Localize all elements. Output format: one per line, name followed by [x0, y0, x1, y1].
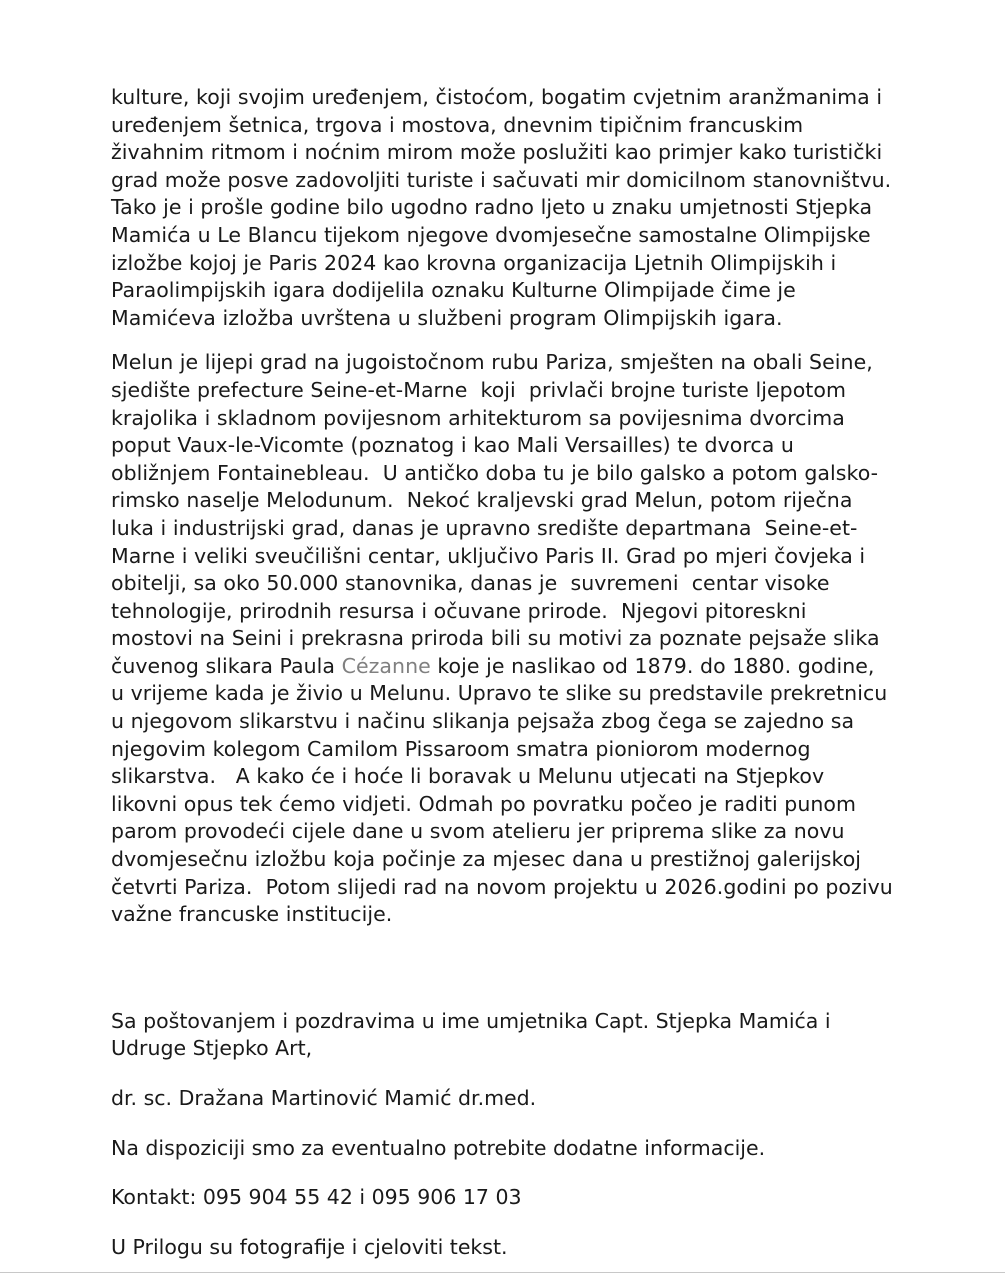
- page-boundary-line: [0, 1272, 1005, 1273]
- closing-availability: Na dispoziciji smo za eventualno potrebite dodatne informacije.: [111, 1135, 766, 1160]
- paragraph-melun-part-2: koje je naslikao od 1879. do 1880. godine, u vrijeme kada je živio u Melunu. Upravo te slike su predstavile prekretnicu u njegovom slikarstvu i načinu slikanja pejsaža zbog čega se zajedno sa njegovim kolegom Camilom Pissaroom smatra pioniorom modernog slikarstva. A kako će i hoće li boravak u Melunu utjecati na Stjepkov likovni opus tek ćemo vidjeti. Odmah po povratku počeo je raditi punom parom provodeći cijele dane u svom atelieru jer priprema slike za novu dvomjesečnu izložbu koja počinje za mjesec dana u prestižnoj galerijskoj četvrti Pariza. Potom slijedi rad na novom projektu u 2026.godini po pozivu važne francuske institucije.: [111, 653, 900, 927]
- closing-attachment: U Prilogu su fotografije i cjeloviti tekst.: [111, 1234, 508, 1259]
- paragraph-culture-olympiad: kulture, koji svojim uređenjem, čistoćom, bogatim cvjetnim aranžmanima i uređenjem šetnica, trgova i mostova, dnevnim tipičnim francuskim živahnim ritmom i noćnim mirom može poslužiti kao primjer kako turistički grad može posve zadovoljiti turiste i sačuvati mir domicilnom stanovništvu. Tako je i prošle godine bilo ugodno radno ljeto u znaku umjetnosti Stjepka Mamića u Le Blancu tijekom njegove dvomjesečne samostalne Olimpijske izložbe kojoj je Paris 2024 kao krovna organizacija Ljetnih Olimpijskih i Paraolimpijskih igara dodijelila oznaku Kulturne Olimpijade čime je Mamićeva izložba uvrštena u službeni program Olimpijskih igara.: [111, 85, 898, 330]
- artist-name-cezanne: Cézanne: [341, 653, 431, 678]
- closing-signature-intro: Sa poštovanjem i pozdravima u ime umjetnika Capt. Stjepka Mamića i Udruge Stjepko Art,: [111, 1008, 838, 1061]
- closing-contact: Kontakt: 095 904 55 42 i 095 906 17 03: [111, 1185, 522, 1210]
- closing-signatory: dr. sc. Dražana Martinović Mamić dr.med.: [111, 1086, 537, 1110]
- paragraph-melun-part-1: Melun je lijepi grad na jugoistočnom rubu Pariza, smješten na obali Seine, sjedište prefecture Seine-et-Marne koji privlači brojne turiste ljepotom krajolika i skladnom povijesnom arhitekturom sa povijesnima dvorcima poput Vaux-le-Vicomte (poznatog i kao Mali Versailles) te dvorca u obližnjem Fontainebleau. U antičko doba tu je bilo galsko a potom galsko-rimsko naselje Melodunum. Nekoć kraljevski grad Melun, potom riječna luka i industrijski grad, danas je upravno središte departmana Seine-et-Marne i veliki sveučilišni centar, uključivo Paris II. Grad po mjeri čovjeka i obitelji, sa oko 50.000 stanovnika, danas je suvremeni centar visoke tehnologije, prirodnih resursa i očuvane prirode. Njegovi pitoreskni mostovi na Seini i prekrasna priroda bili su motivi za poznate pejsaže slika čuvenog slikara Paula: [111, 350, 887, 678]
- closing-spacer: [111, 946, 893, 1008]
- paragraph-melun: [111, 349, 900, 928]
- document-text-body: [111, 84, 900, 1261]
